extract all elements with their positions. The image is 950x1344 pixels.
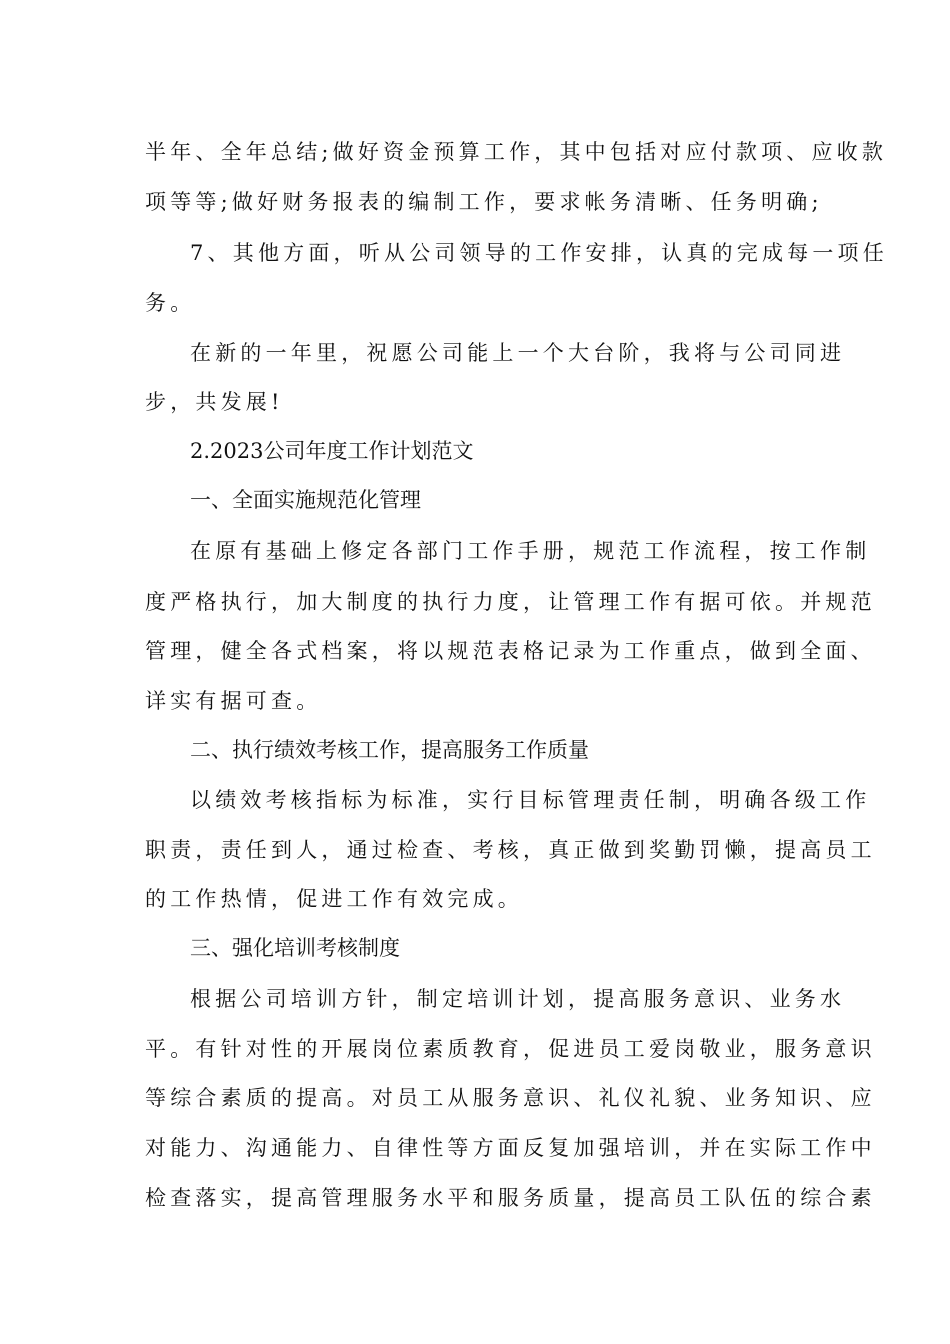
section-heading: 一、全面实施规范化管理 xyxy=(190,488,421,512)
section-heading: 三、强化培训考核制度 xyxy=(190,936,400,960)
paragraph-line: 管理，健全各式档案，将以规范表格记录为工作重点，做到全面、 xyxy=(145,639,876,663)
paragraph-line: 等综合素质的提高。对员工从服务意识、礼仪礼貌、业务知识、应 xyxy=(145,1086,876,1110)
paragraph-line: 职责，责任到人，通过检查、考核，真正做到奖勤罚懒，提高员工 xyxy=(145,838,876,862)
paragraph-line: 项等等;做好财务报表的编制工作，要求帐务清晰、任务明确; xyxy=(145,190,823,214)
paragraph-line: 度严格执行，加大制度的执行力度，让管理工作有据可依。并规范 xyxy=(145,590,876,614)
paragraph-line: 步，共发展! xyxy=(145,390,284,414)
paragraph-line: 在新的一年里，祝愿公司能上一个大台阶，我将与公司同进 xyxy=(190,341,846,365)
section-heading: 2.2023公司年度工作计划范文 xyxy=(190,439,474,463)
paragraph-line: 根据公司培训方针，制定培训计划，提高服务意识、业务水 xyxy=(190,987,846,1011)
paragraph-line: 在原有基础上修定各部门工作手册，规范工作流程，按工作制 xyxy=(190,539,871,563)
paragraph-line: 半年、全年总结;做好资金预算工作，其中包括对应付款项、应收款 xyxy=(145,140,888,164)
section-heading: 二、执行绩效考核工作，提高服务工作质量 xyxy=(190,738,589,762)
paragraph-line: 7、其他方面，听从公司领导的工作安排，认真的完成每一项任 xyxy=(190,241,888,265)
paragraph-line: 务。 xyxy=(145,291,196,315)
paragraph-line: 的工作热情，促进工作有效完成。 xyxy=(145,887,523,911)
paragraph-line: 检查落实，提高管理服务水平和服务质量，提高员工队伍的综合素 xyxy=(145,1186,876,1210)
paragraph-line: 以绩效考核指标为标准，实行目标管理责任制，明确各级工作 xyxy=(190,788,871,812)
paragraph-line: 详实有据可查。 xyxy=(145,689,322,713)
paragraph-line: 平。有针对性的开展岗位素质教育，促进员工爱岗敬业，服务意识 xyxy=(145,1037,876,1061)
paragraph-line: 对能力、沟通能力、自律性等方面反复加强培训，并在实际工作中 xyxy=(145,1136,876,1160)
